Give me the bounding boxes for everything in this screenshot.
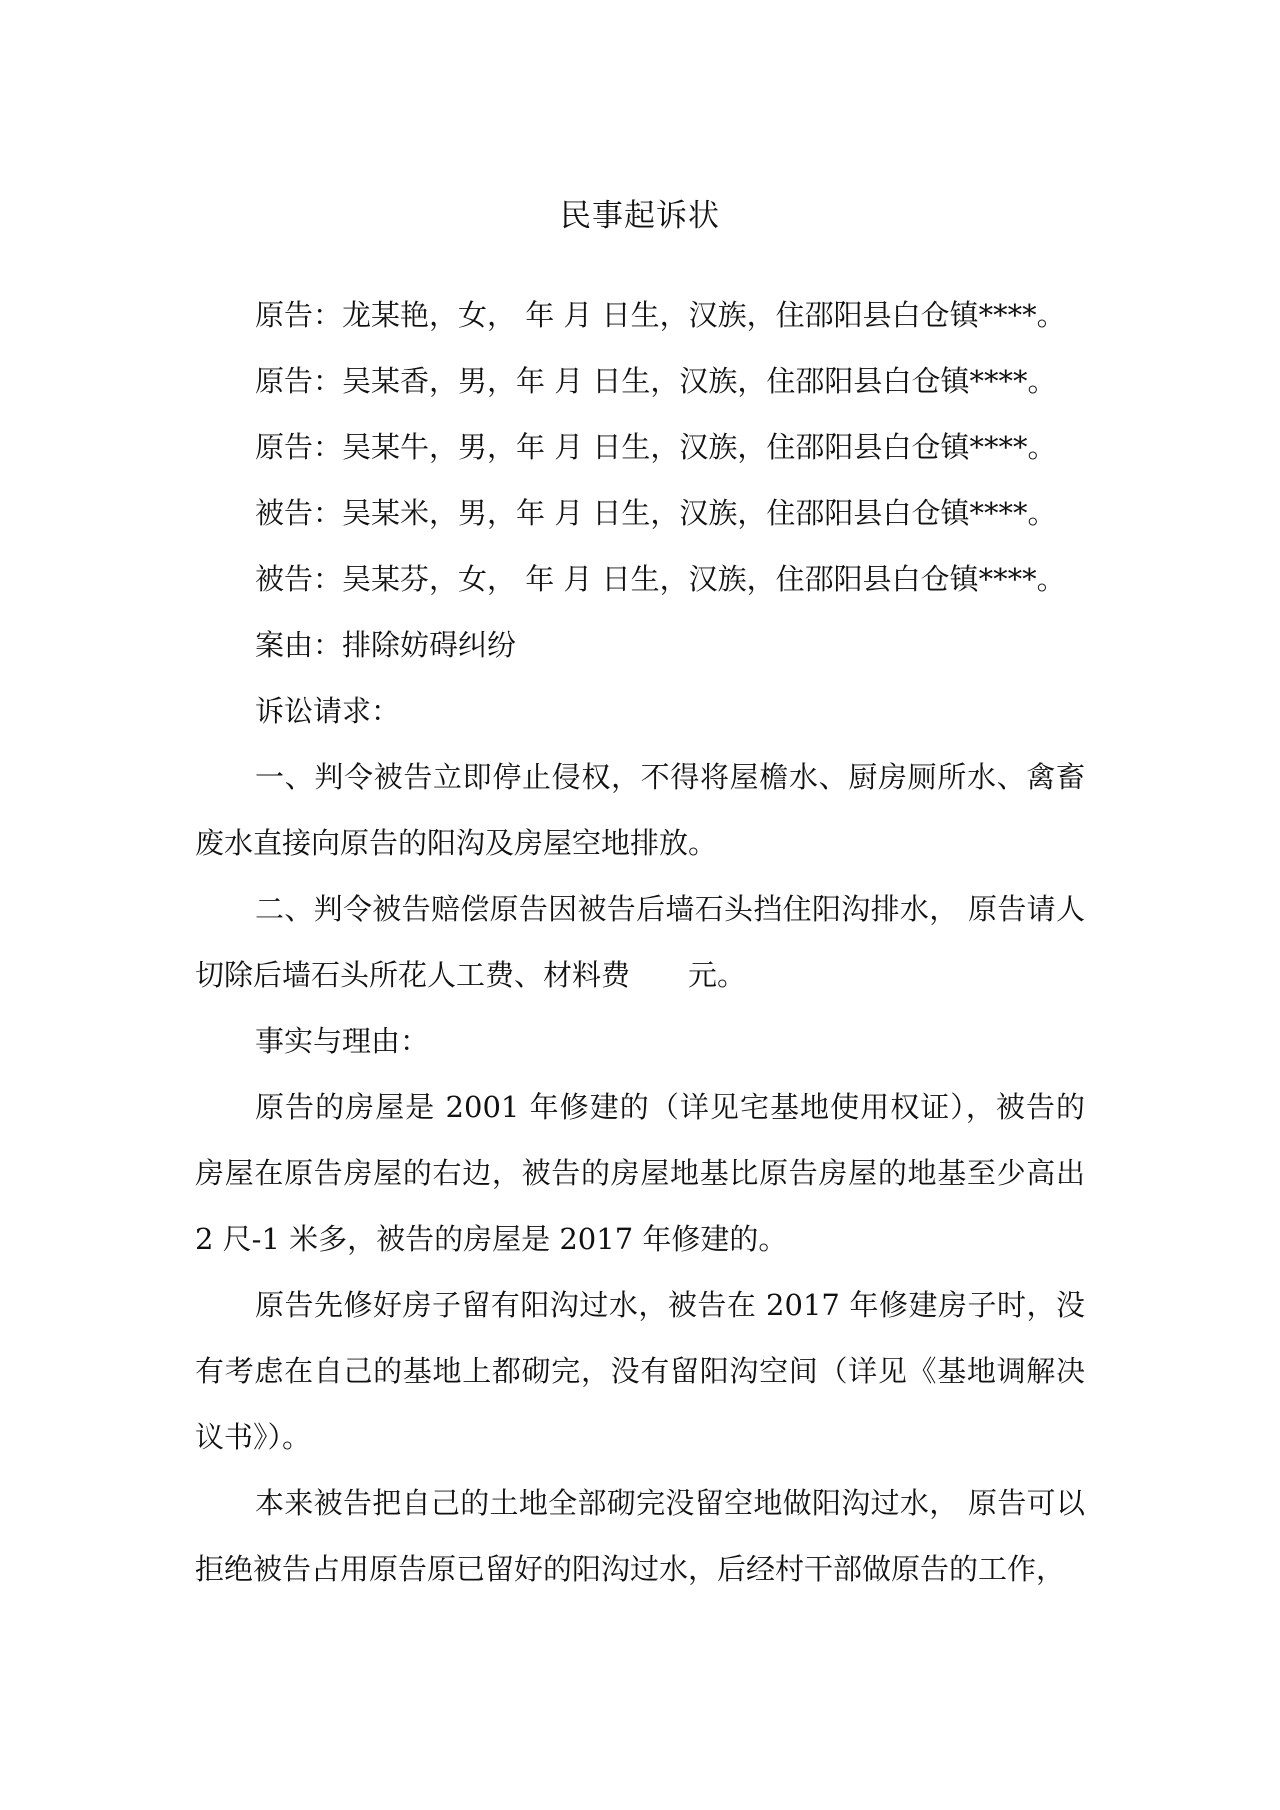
cause-of-action: 案由：排除妨碍纠纷 — [255, 628, 517, 662]
facts-heading: 事实与理由： — [255, 1024, 430, 1058]
fact-paragraph: 原告的房屋是 2001 年修建的（详见宅基地使用权证），被告的房屋在原告房屋的右边，被告的房屋地基比原告房屋的地基至少高出 2 尺-1 米多，被告的房屋是 2017 年修建的。 — [195, 1090, 1085, 1256]
claims-heading: 诉讼请求： — [255, 694, 401, 728]
party-line: 被告：吴某芬，女， 年 月 日生，汉族，住邵阳县白仓镇****。 — [255, 562, 1066, 596]
document-body — [195, 282, 1085, 1602]
party-line: 原告：吴某牛，男，年 月 日生，汉族，住邵阳县白仓镇****。 — [255, 430, 1057, 464]
fact-paragraph: 原告先修好房子留有阳沟过水，被告在 2017 年修建房子时，没有考虑在自己的基地上都砌完，没有留阳沟空间（详见《基地调解决议书》）。 — [195, 1288, 1085, 1454]
party-line: 原告：龙某艳，女， 年 月 日生，汉族，住邵阳县白仓镇****。 — [255, 298, 1066, 332]
claim-paragraph: 一、判令被告立即停止侵权，不得将屋檐水、厨房厕所水、禽畜废水直接向原告的阳沟及房屋空地排放。 — [195, 760, 1085, 860]
fact-paragraph: 本来被告把自己的土地全部砌完没留空地做阳沟过水， 原告可以拒绝被告占用原告原已留好的阳沟过水，后经村干部做原告的工作， — [195, 1486, 1085, 1586]
party-line: 原告：吴某香，男，年 月 日生，汉族，住邵阳县白仓镇****。 — [255, 364, 1057, 398]
document-title: 民事起诉状 — [560, 198, 720, 234]
party-line: 被告：吴某米，男，年 月 日生，汉族，住邵阳县白仓镇****。 — [255, 496, 1057, 530]
claim-paragraph: 二、判令被告赔偿原告因被告后墙石头挡住阳沟排水， 原告请人切除后墙石头所花人工费、材料费 元。 — [195, 892, 1085, 992]
